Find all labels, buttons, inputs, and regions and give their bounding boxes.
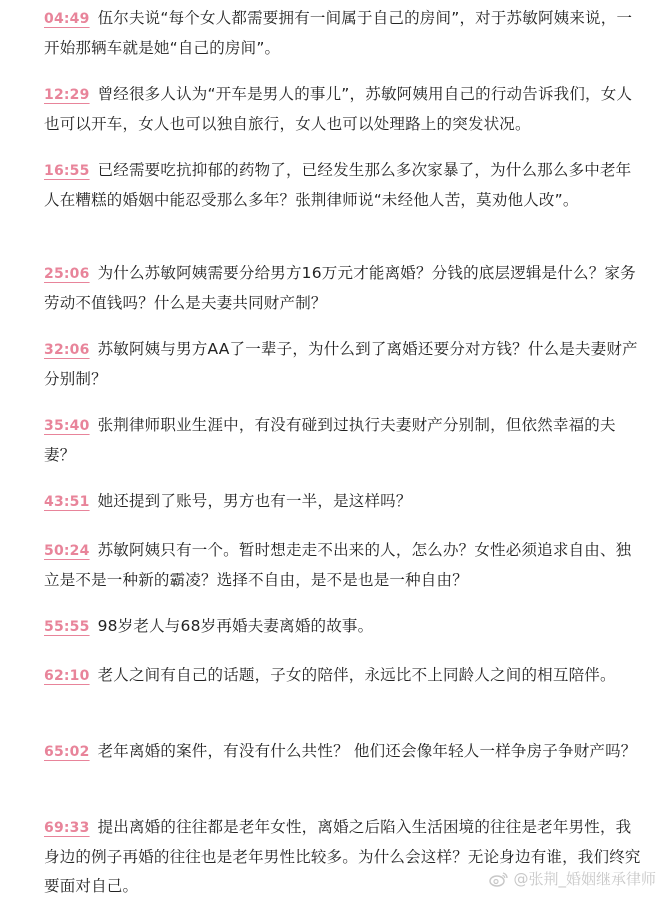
entry-5024 <box>44 536 644 595</box>
entry-text: 张荆律师职业生涯中，有没有碰到过执行夫妻财产分别制，但依然幸福的夫妻？ <box>44 416 616 464</box>
timestamp-link[interactable]: 35:40 <box>44 418 90 434</box>
entry-text: 为什么苏敏阿姨需要分给男方16万元才能离婚？分钱的底层逻辑是什么？家务劳动不值钱吗？什么是夫妻共同财产制？ <box>44 264 636 312</box>
timestamp-link[interactable]: 12:29 <box>44 87 90 103</box>
timestamp-link[interactable]: 50:24 <box>44 543 90 559</box>
entry-text: 老年离婚的案件，有没有什么共性？ 他们还会像年轻人一样争房子争财产吗？ <box>97 742 637 760</box>
entry-1229 <box>44 80 644 139</box>
timestamp-link[interactable]: 65:02 <box>44 744 90 760</box>
entry-4351 <box>44 487 644 517</box>
entry-text: 老人之间有自己的话题，子女的陪伴，永远比不上同龄人之间的相互陪伴。 <box>97 666 616 684</box>
entry-2506 <box>44 259 644 318</box>
entry-6502 <box>44 737 644 767</box>
entry-text: 她还提到了账号，男方也有一半，是这样吗？ <box>97 492 412 510</box>
timestamp-link[interactable]: 32:06 <box>44 342 90 358</box>
entry-3206 <box>44 335 644 394</box>
entry-text: 伍尔夫说“每个女人都需要拥有一间属于自己的房间”，对于苏敏阿姨来说，一开始那辆车就是她“自己的房间”。 <box>44 9 633 57</box>
timestamp-link[interactable]: 69:33 <box>44 820 90 836</box>
weibo-logo-icon <box>489 871 509 887</box>
entry-text: 曾经很多人认为“开车是男人的事儿”，苏敏阿姨用自己的行动告诉我们，女人也可以开车，女人也可以独自旅行，女人也可以处理路上的突发状况。 <box>44 85 633 133</box>
entry-text: 已经需要吃抗抑郁的药物了，已经发生那么多次家暴了，为什么那么多中老年人在糟糕的婚姻中能忍受那么多年？张荆律师说“未经他人苦，莫劝他人改”。 <box>44 161 632 209</box>
entry-text: 苏敏阿姨只有一个。暂时想走走不出来的人，怎么办？女性必须追求自由、独立是不是一种新的霸凌？选择不自由，是不是也是一种自由？ <box>44 541 632 589</box>
timestamp-link[interactable]: 16:55 <box>44 163 90 179</box>
timestamp-link[interactable]: 04:49 <box>44 11 90 27</box>
watermark-text: @张荆_婚姻继承律师 <box>513 870 656 888</box>
entry-3540 <box>44 411 644 470</box>
weibo-watermark <box>489 868 656 889</box>
entry-0449 <box>44 4 644 63</box>
timestamp-link[interactable]: 55:55 <box>44 619 90 635</box>
entry-6210 <box>44 661 644 691</box>
entry-text: 提出离婚的往往都是老年女性，离婚之后陷入生活困境的往往是老年男性，我身边的例子再婚的往往也是老年男性比较多。为什么会这样？无论身边有谁，我们终究要面对自己。 <box>44 818 641 895</box>
entry-5555 <box>44 612 644 642</box>
entry-text: 苏敏阿姨与男方AA了一辈子，为什么到了离婚还要分对方钱？什么是夫妻财产分别制？ <box>44 340 638 388</box>
timestamp-link[interactable]: 62:10 <box>44 668 90 684</box>
entry-text: 98岁老人与68岁再婚夫妻离婚的故事。 <box>97 617 374 635</box>
entry-1655 <box>44 156 644 215</box>
timestamp-link[interactable]: 43:51 <box>44 494 90 510</box>
timestamp-link[interactable]: 25:06 <box>44 266 90 282</box>
